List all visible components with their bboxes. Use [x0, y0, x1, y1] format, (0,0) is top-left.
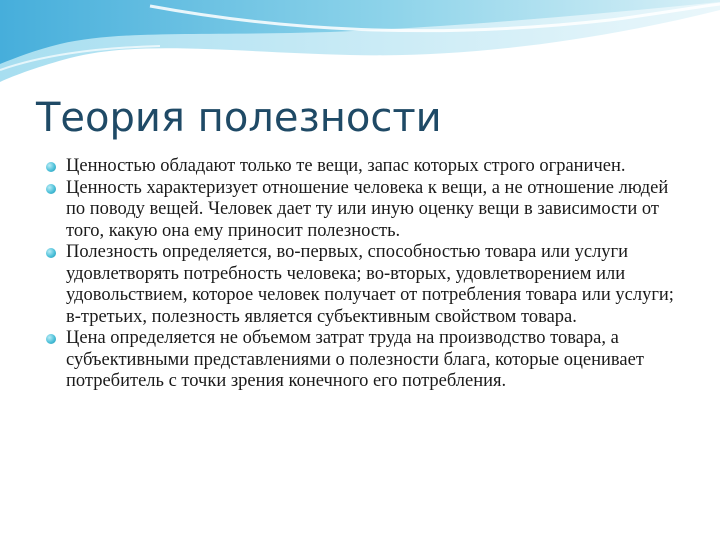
bullet-text: Ценность характеризует отношение человека к вещи, а не отношение людей по поводу вещей. Человек дает ту или иную оценку вещи в зависимости от того, какую она ему приносит полезность.: [66, 177, 669, 241]
bullet-item: [44, 156, 684, 178]
bullet-icon: [46, 162, 56, 172]
bullet-icon: [46, 248, 56, 258]
bullet-item: [44, 328, 684, 393]
bullet-text: Полезность определяется, во-первых, способностью товара или услуги удовлетворять потребность человека; во-вторых, удовлетворением или удовольствием, которое человек получает от потребления товара или услуги; в-третьих, полезность является субъективным свойством товара.: [66, 242, 674, 327]
bullet-item: [44, 178, 684, 243]
bullet-icon: [46, 184, 56, 194]
bullet-list: [44, 156, 684, 393]
bullet-icon: [46, 334, 56, 344]
bullet-text: Ценностью обладают только те вещи, запас которых строго ограничен.: [66, 156, 626, 176]
bullet-item: [44, 242, 684, 328]
decorative-wave: [0, 0, 720, 90]
slide-title: Теория полезности: [36, 95, 442, 141]
bullet-text: Цена определяется не объемом затрат труда на производство товара, а субъективными представлениями о полезности блага, которые оценивает потребитель с точки зрения конечного его потребления.: [66, 328, 644, 391]
